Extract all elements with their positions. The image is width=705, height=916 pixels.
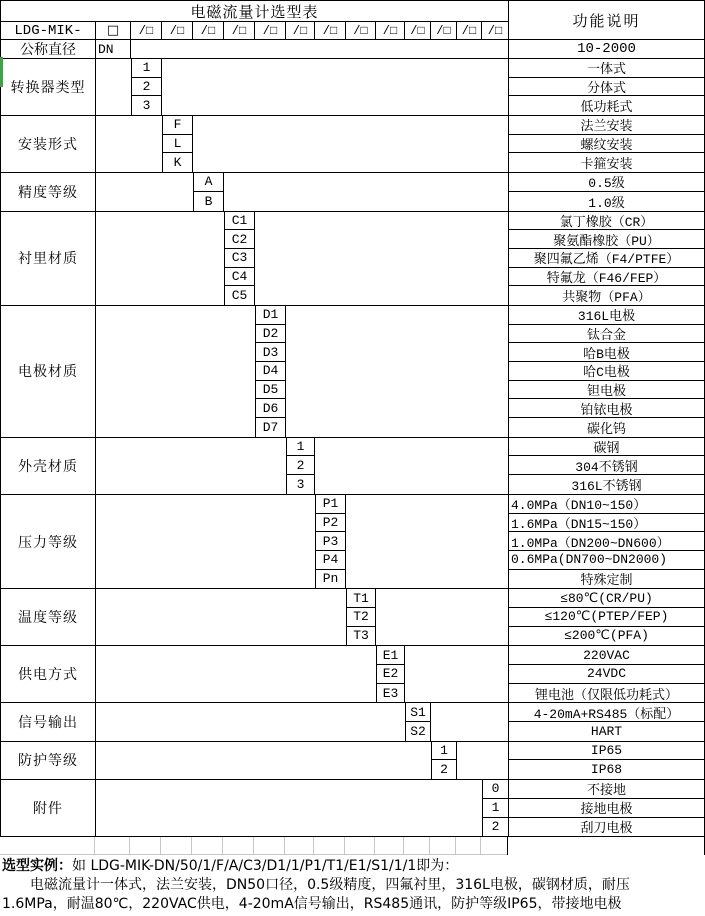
left-edge-green-mark [0,57,3,87]
option-desc-accuracy-grade-B: 1.0级 [508,192,704,211]
category-block-install-form [1,115,704,172]
empty-span-right [162,59,508,115]
empty-span-left [96,438,286,494]
model-slash-box: /□ [193,22,224,40]
category-label-housing-material: 外壳材质 [1,438,96,494]
option-desc-pressure-grade-P2: 1.6MPa（DN15~150） [508,514,704,533]
empty-span-right [431,703,508,740]
empty-span-left [96,589,346,645]
category-block-signal-output [1,702,704,740]
category-block-power-supply [1,645,704,702]
option-code-electrode-material-D1: D1 [255,306,286,325]
option-desc-electrode-material-D3: 哈B电极 [508,343,704,362]
model-prefix: LDG-MIK- [1,22,96,40]
example-label: 选型实例： [2,858,72,875]
gridline-cell [130,837,161,855]
option-desc-power-supply-E3: 锂电池（仅限低功耗式） [508,684,704,703]
option-code-converter-type-1: 1 [131,59,162,78]
model-slash-box: /□ [376,22,405,40]
option-code-lining-material-C2: C2 [224,230,255,249]
gridline-cell [456,837,481,855]
diameter-empty-span [131,40,508,58]
empty-span-right [405,646,508,702]
gridline-cell [404,837,430,855]
option-code-pressure-grade-P1: P1 [315,495,346,514]
option-desc-accessories-2: 刮刀电极 [508,818,704,837]
model-first-box: □ [96,22,131,40]
option-desc-accessories-1: 接地电极 [508,799,704,818]
option-code-converter-type-2: 2 [131,78,162,97]
option-code-accuracy-grade-A: A [193,173,224,192]
category-block-lining-material [1,211,704,305]
option-code-electrode-material-D4: D4 [255,362,286,381]
example-line-3: 1.6MPa，耐温80℃，220VAC供电，4-20mA信号输出，RS485通讯，防护等级IP65，带接地电极 [2,896,622,913]
option-code-housing-material-3: 3 [286,475,315,494]
option-desc-pressure-grade-P1: 4.0MPa（DN10~150） [508,495,704,514]
option-desc-signal-output-S2: HART [508,722,704,741]
option-code-electrode-material-D3: D3 [255,343,286,362]
example-line-1 [2,857,703,876]
model-slash-box: /□ [457,22,482,40]
option-desc-electrode-material-D5: 钽电极 [508,381,704,400]
gridline-cell [481,837,507,855]
option-desc-signal-output-S1: 4-20mA+RS485（标配） [508,703,704,722]
gridline-cell [285,837,314,855]
empty-span-right [346,495,508,588]
category-label-temperature-grade: 温度等级 [1,589,96,645]
option-desc-converter-type-1: 一体式 [508,59,704,78]
empty-span-right [376,589,508,645]
option-code-accessories-0: 0 [482,780,508,799]
option-code-install-form-L: L [162,135,193,154]
option-desc-pressure-grade-P3: 1.0MPa（DN200~DN600） [508,532,704,551]
option-code-lining-material-C5: C5 [224,286,255,305]
option-code-accessories-1: 1 [482,799,508,818]
option-desc-electrode-material-D7: 碳化钨 [508,418,704,437]
option-code-signal-output-S2: S2 [405,722,431,741]
model-slash-box: /□ [482,22,508,40]
option-desc-temperature-grade-T2: ≤120℃(PTEP/FEP) [508,608,704,627]
option-code-accessories-2: 2 [482,818,508,837]
option-desc-temperature-grade-T3: ≤200℃(PFA) [508,627,704,646]
gridline-cell [375,837,404,855]
category-block-pressure-grade [1,494,704,588]
option-desc-converter-type-3: 低功耗式 [508,96,704,115]
empty-span-left [96,742,431,779]
option-code-electrode-material-D7: D7 [255,418,286,437]
category-block-protection-grade [1,741,704,779]
category-blocks [1,58,704,836]
empty-span-right [224,173,508,210]
diameter-range: 10-2000 [508,40,704,58]
model-slash-box: /□ [255,22,286,40]
category-label-accuracy-grade: 精度等级 [1,173,96,210]
model-slash-box: /□ [431,22,457,40]
option-code-temperature-grade-T1: T1 [346,589,376,608]
model-slash-box: /□ [286,22,315,40]
empty-span-right [457,742,508,779]
option-code-accuracy-grade-B: B [193,192,224,211]
option-code-signal-output-S1: S1 [405,703,431,722]
option-desc-housing-material-2: 304不锈钢 [508,456,704,475]
option-code-converter-type-3: 3 [131,96,162,115]
empty-span-right [286,306,508,437]
option-code-housing-material-2: 2 [286,456,315,475]
gridline-cell [314,837,345,855]
option-desc-lining-material-C1: 氯丁橡胶（CR） [508,212,704,231]
option-code-housing-material-1: 1 [286,438,315,457]
option-desc-pressure-grade-P4: 0.6MPa(DN700~DN2000) [508,551,704,570]
option-desc-electrode-material-D2: 钛合金 [508,325,704,344]
empty-span-left [96,703,405,740]
model-slash-box: /□ [405,22,431,40]
option-code-install-form-K: K [162,153,193,172]
option-desc-install-form-K: 卡箍安装 [508,153,704,172]
category-label-protection-grade: 防护等级 [1,742,96,779]
option-desc-lining-material-C2: 聚氨酯橡胶（PU） [508,230,704,249]
option-code-pressure-grade-P3: P3 [315,532,346,551]
category-block-accuracy-grade [1,172,704,210]
option-code-protection-grade-1: 1 [431,742,457,761]
empty-span-left [96,173,193,210]
category-block-converter-type [1,58,704,115]
gridline-cell [223,837,254,855]
option-desc-install-form-L: 螺纹安装 [508,135,704,154]
option-desc-lining-material-C4: 特氟龙（F46/FEP） [508,268,704,287]
function-description-header: 功能说明 [508,1,704,40]
option-code-power-supply-E3: E3 [376,684,405,703]
option-code-lining-material-C3: C3 [224,249,255,268]
option-desc-accuracy-grade-A: 0.5级 [508,173,704,192]
diameter-code: DN [96,40,131,58]
option-desc-power-supply-E1: 220VAC [508,646,704,665]
gridline-cell [254,837,285,855]
category-label-pressure-grade: 压力等级 [1,495,96,588]
category-block-housing-material [1,437,704,494]
gridline-cell [161,837,192,855]
category-label-install-form: 安装形式 [1,116,96,172]
option-desc-lining-material-C5: 共聚物（PFA） [508,286,704,305]
model-slash-box: /□ [131,22,162,40]
empty-span-left [96,59,131,115]
option-desc-temperature-grade-T1: ≤80℃(CR/PU) [508,589,704,608]
option-code-electrode-material-D6: D6 [255,399,286,418]
option-desc-install-form-F: 法兰安装 [508,116,704,135]
option-desc-converter-type-2: 分体式 [508,78,704,97]
option-desc-pressure-grade-Pn: 特殊定制 [508,570,704,589]
category-block-accessories [1,779,704,836]
empty-span-left [96,116,162,172]
option-desc-electrode-material-D1: 316L电极 [508,306,704,325]
empty-span-left [96,495,315,588]
option-code-power-supply-E1: E1 [376,646,405,665]
option-desc-protection-grade-1: IP65 [508,742,704,761]
option-code-electrode-material-D5: D5 [255,381,286,400]
category-label-accessories: 附件 [1,780,96,836]
gridline-cell [345,837,375,855]
gridline-cell [192,837,223,855]
table-header-rows [1,1,704,58]
category-label-lining-material: 衬里材质 [1,212,96,305]
option-code-temperature-grade-T3: T3 [346,627,376,646]
option-code-lining-material-C4: C4 [224,268,255,287]
option-code-temperature-grade-T2: T2 [346,608,376,627]
model-slash-box: /□ [346,22,376,40]
bottom-gridline-row [0,837,705,855]
empty-span-right [315,438,508,494]
option-code-lining-material-C1: C1 [224,212,255,231]
option-code-pressure-grade-P4: P4 [315,551,346,570]
category-block-temperature-grade [1,588,704,645]
option-code-pressure-grade-Pn: Pn [315,570,346,589]
empty-span-right [255,212,508,305]
category-label-signal-output: 信号输出 [1,703,96,740]
example-line-2: 电磁流量计一体式，法兰安装，DN50口径，0.5级精度，四氟衬里，316L电极，碳钢材质，耐压 [30,877,630,894]
option-desc-electrode-material-D4: 哈C电极 [508,362,704,381]
option-code-power-supply-E2: E2 [376,665,405,684]
gridline-cell [95,837,130,855]
category-label-converter-type: 转换器类型 [1,59,96,115]
category-label-power-supply: 供电方式 [1,646,96,702]
empty-span-right [193,116,508,172]
category-block-electrode-material [1,305,704,437]
empty-span-left [96,780,482,836]
option-desc-accessories-0: 不接地 [508,780,704,799]
option-desc-housing-material-3: 316L不锈钢 [508,475,704,494]
empty-span-left [96,212,224,305]
model-slash-box: /□ [162,22,193,40]
option-desc-protection-grade-2: IP68 [508,760,704,779]
option-code-protection-grade-2: 2 [431,760,457,779]
gridline-cell [0,837,95,855]
selection-example [0,855,705,914]
model-slash-box: /□ [315,22,346,40]
gridline-cell [430,837,456,855]
option-desc-electrode-material-D6: 铂铱电极 [508,399,704,418]
example-model-string: 如 LDG-MIK-DN/50/1/F/A/C3/D1/1/P1/T1/E1/S1/1/1即为： [72,858,459,875]
option-desc-housing-material-1: 碳钢 [508,438,704,457]
option-code-electrode-material-D2: D2 [255,325,286,344]
model-slash-box: /□ [224,22,255,40]
diameter-label: 公称直径 [1,40,96,58]
option-code-pressure-grade-P2: P2 [315,514,346,533]
empty-span-left [96,306,255,437]
gridline-cell-right [507,837,705,855]
option-desc-power-supply-E2: 24VDC [508,665,704,684]
category-label-electrode-material: 电极材质 [1,306,96,437]
option-desc-lining-material-C3: 聚四氟乙烯（F4/PTFE） [508,249,704,268]
table-title: 电磁流量计选型表 [1,1,508,22]
option-code-install-form-F: F [162,116,193,135]
empty-span-left [96,646,376,702]
